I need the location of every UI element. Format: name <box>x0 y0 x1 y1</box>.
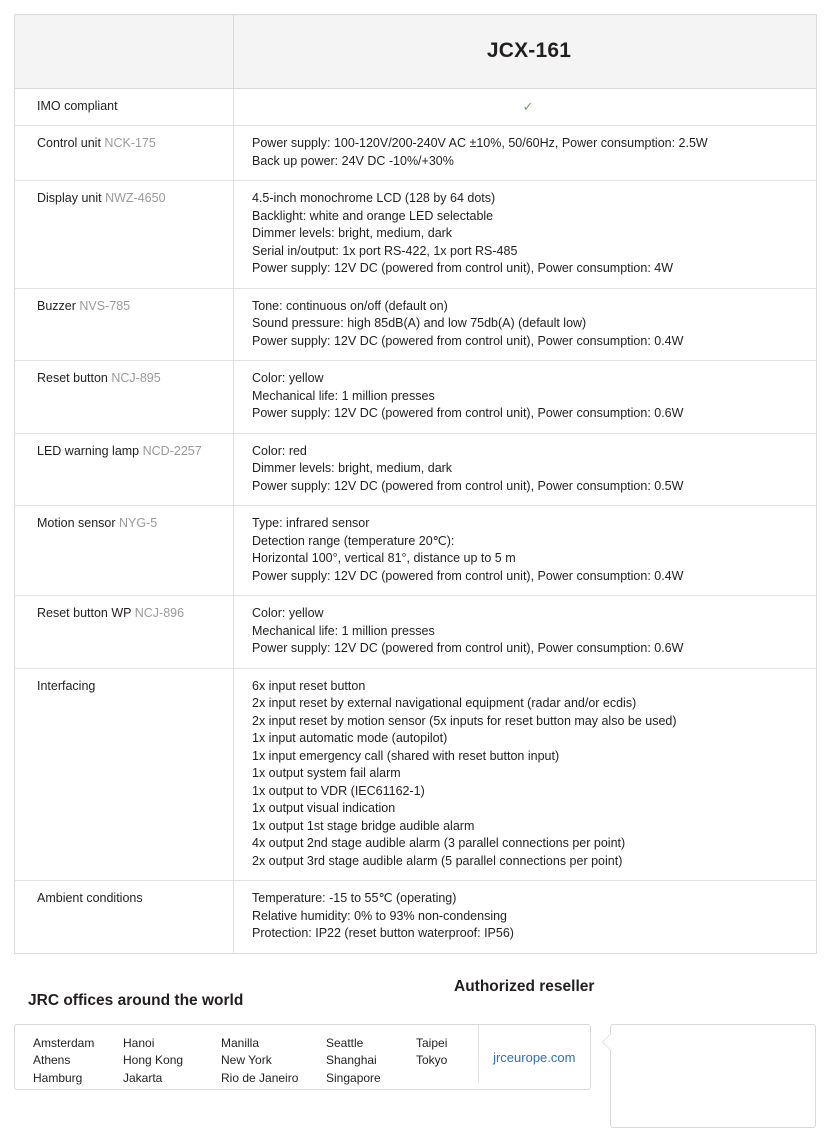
value-line: Power supply: 12V DC (powered from control unit), Power consumption: 0.4W <box>252 568 684 583</box>
row-label-code: NYG-5 <box>119 516 158 530</box>
value-line: Dimmer levels: bright, medium, dark <box>252 461 453 475</box>
row-label-text: Reset button <box>37 371 108 385</box>
value-line: 1x input automatic mode (autopilot) <box>252 731 448 745</box>
office-column-2 <box>123 1033 221 1088</box>
reseller-box <box>610 1024 816 1128</box>
row-label-code: NWZ-4650 <box>105 191 166 205</box>
row-label-text: LED warning lamp <box>37 443 140 458</box>
row-value-imo-compliant <box>234 88 817 126</box>
offices-title: JRC offices around the world <box>28 991 244 1009</box>
header-left-cell <box>15 15 234 89</box>
office-city: Taipei <box>416 1035 448 1050</box>
reseller-title: Authorized reseller <box>454 977 595 995</box>
value-line: Color: yellow <box>252 606 324 620</box>
footer-headings <box>14 976 816 1010</box>
table-row <box>15 361 817 434</box>
value-line: Mechanical life: 1 million presses <box>252 623 435 638</box>
row-label-text: Buzzer <box>37 298 76 313</box>
value-line: Backlight: white and orange LED selectable <box>252 208 494 223</box>
website-link[interactable]: jrceurope.com <box>493 1050 576 1065</box>
office-city: Singapore <box>326 1070 381 1085</box>
value-line: 4.5-inch monochrome LCD (128 by 64 dots) <box>252 191 496 205</box>
value-line: Serial in/output: 1x port RS-422, 1x port RS-485 <box>252 243 518 258</box>
header-model-cell <box>234 15 817 89</box>
row-label-display-unit <box>15 181 234 289</box>
office-column-1 <box>33 1033 123 1088</box>
row-label-text: Reset button WP <box>37 606 132 620</box>
office-city: Hamburg <box>33 1070 83 1085</box>
table-row <box>15 288 817 361</box>
table-row <box>15 596 817 669</box>
value-line: Power supply: 100-120V/200-240V AC ±10%, 50/60Hz, Power consumption: 2.5W <box>252 136 708 150</box>
value-line: Power supply: 12V DC (powered from control unit), Power consumption: 4W <box>252 261 674 275</box>
row-label-motion-sensor <box>15 506 234 596</box>
value-line: 1x output system fail alarm <box>252 766 401 780</box>
value-line: Color: red <box>252 443 307 458</box>
row-label-imo-compliant <box>15 88 234 126</box>
value-line: Detection range (temperature 20℃): <box>252 533 455 548</box>
value-line: Power supply: 12V DC (powered from control unit), Power consumption: 0.5W <box>252 478 684 493</box>
table-row <box>15 668 817 881</box>
row-label-code: NVS-785 <box>79 298 131 313</box>
value-line: 6x input reset button <box>252 678 366 693</box>
offices-box <box>14 1024 591 1090</box>
row-label-buzzer <box>15 288 234 361</box>
office-city: Athens <box>33 1053 71 1067</box>
value-line: Protection: IP22 (reset button waterproof: IP56) <box>252 926 514 940</box>
row-label-code: NCJ-896 <box>134 606 185 620</box>
row-value-control-unit <box>234 126 817 181</box>
table-row <box>15 881 817 954</box>
specifications-table <box>14 14 817 954</box>
office-city: Amsterdam <box>33 1035 95 1050</box>
table-row <box>15 506 817 596</box>
row-label-ambient-conditions <box>15 881 234 954</box>
office-city: Hanoi <box>123 1035 155 1050</box>
value-line: Color: yellow <box>252 371 324 385</box>
row-label-text: IMO compliant <box>37 98 118 113</box>
value-line: Horizontal 100°, vertical 81°, distance up to 5 m <box>252 551 516 565</box>
row-value-led-warning-lamp <box>234 433 817 506</box>
value-line: Relative humidity: 0% to 93% non-condensing <box>252 908 508 923</box>
pointer-icon <box>602 1033 611 1051</box>
check-icon: ✓ <box>522 98 534 114</box>
row-label-code: NCD-2257 <box>142 443 202 458</box>
office-city: Rio de Janeiro <box>221 1070 299 1085</box>
office-city: Jakarta <box>123 1070 163 1085</box>
office-column-5 <box>416 1033 478 1070</box>
row-label-text: Motion sensor <box>37 516 116 530</box>
table-row <box>15 88 817 126</box>
spec-table-header-row <box>15 15 817 89</box>
row-label-control-unit <box>15 126 234 181</box>
website-cell[interactable] <box>478 1025 590 1083</box>
footer-body <box>14 1024 816 1128</box>
value-line: Power supply: 12V DC (powered from control unit), Power consumption: 0.4W <box>252 333 684 348</box>
value-line: 1x input emergency call (shared with reset button input) <box>252 748 560 763</box>
office-column-3 <box>221 1033 326 1088</box>
row-label-code: NCK-175 <box>104 136 156 150</box>
row-label-text: Interfacing <box>37 678 96 693</box>
value-line: Sound pressure: high 85dB(A) and low 75db(A) (default low) <box>252 316 587 330</box>
row-value-reset-button <box>234 361 817 434</box>
value-line: 2x output 3rd stage audible alarm (5 parallel connections per point) <box>252 853 623 868</box>
value-line: 2x input reset by motion sensor (5x inputs for reset button may also be used) <box>252 713 677 728</box>
row-label-text: Ambient conditions <box>37 891 143 905</box>
office-column-4 <box>326 1033 416 1088</box>
row-value-motion-sensor <box>234 506 817 596</box>
office-city: Shanghai <box>326 1053 377 1067</box>
office-city: Seattle <box>326 1035 364 1050</box>
row-label-reset-button-wp <box>15 596 234 669</box>
table-row <box>15 433 817 506</box>
value-line: Mechanical life: 1 million presses <box>252 388 435 403</box>
spec-table-body <box>15 15 817 954</box>
value-line: Type: infrared sensor <box>252 516 370 530</box>
value-line: 1x output visual indication <box>252 801 396 815</box>
row-label-interfacing <box>15 668 234 881</box>
office-city: Hong Kong <box>123 1053 184 1067</box>
model-title: JCX-161 <box>486 39 572 62</box>
table-row <box>15 126 817 181</box>
value-line: Tone: continuous on/off (default on) <box>252 298 448 313</box>
value-line: 1x output 1st stage bridge audible alarm <box>252 818 475 833</box>
value-line: 4x output 2nd stage audible alarm (3 parallel connections per point) <box>252 836 626 850</box>
value-line: Power supply: 12V DC (powered from control unit), Power consumption: 0.6W <box>252 406 684 420</box>
table-row <box>15 181 817 289</box>
row-value-interfacing <box>234 668 817 881</box>
value-line: Back up power: 24V DC -10%/+30% <box>252 153 454 168</box>
row-label-text: Control unit <box>37 136 101 150</box>
row-label-text: Display unit <box>37 191 102 205</box>
office-city: New York <box>221 1053 272 1067</box>
value-line: 1x output to VDR (IEC61162-1) <box>252 783 425 798</box>
value-line: Dimmer levels: bright, medium, dark <box>252 226 453 240</box>
row-value-reset-button-wp <box>234 596 817 669</box>
office-city: Tokyo <box>416 1053 448 1067</box>
row-label-led-warning-lamp <box>15 433 234 506</box>
value-line: Temperature: -15 to 55℃ (operating) <box>252 891 457 905</box>
row-value-display-unit <box>234 181 817 289</box>
value-line: Power supply: 12V DC (powered from control unit), Power consumption: 0.6W <box>252 641 684 655</box>
value-line: 2x input reset by external navigational equipment (radar and/or ecdis) <box>252 696 637 710</box>
row-value-ambient-conditions <box>234 881 817 954</box>
footer <box>14 976 816 1096</box>
row-value-buzzer <box>234 288 817 361</box>
office-city: Manilla <box>221 1035 260 1050</box>
row-label-code: NCJ-895 <box>111 371 161 385</box>
row-label-reset-button <box>15 361 234 434</box>
